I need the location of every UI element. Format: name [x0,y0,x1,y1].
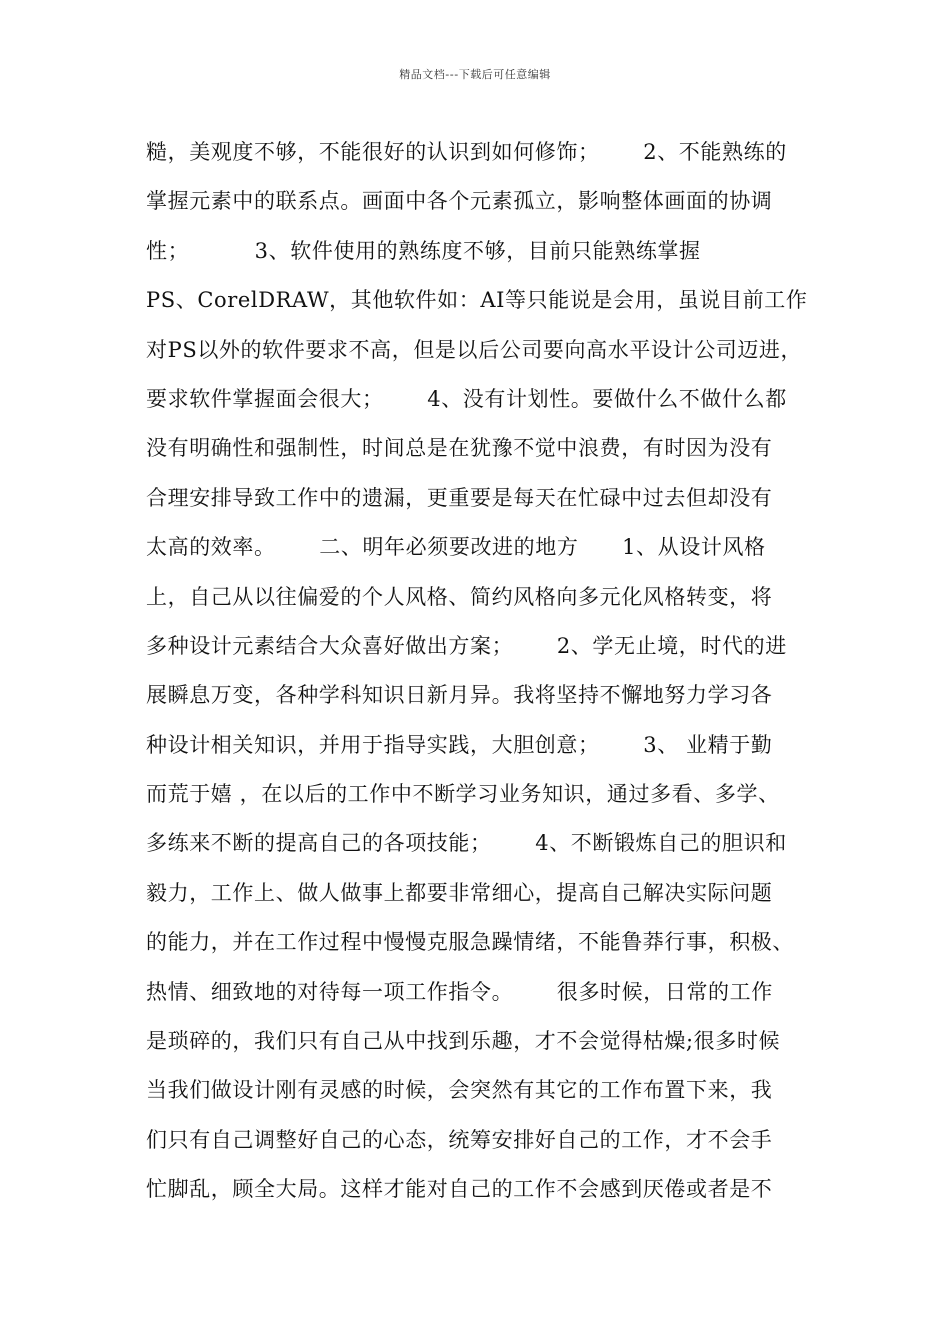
text-line: 多练来不断的提高自己的各项技能； 4、不断锻炼自己的胆识和 [146,831,787,856]
text-line: 掌握元素中的联系点。画面中各个元素孤立，影响整体画面的协调 [146,189,773,214]
page-header: 精品文档---下载后可任意编辑 [399,68,551,81]
text-line: 种设计相关知识，并用于指导实践，大胆创意； 3、 业精于勤 [146,732,773,757]
text-line: 多种设计元素结合大众喜好做出方案； 2、学无止境，时代的进 [146,633,787,658]
text-line: 展瞬息万变，各种学科知识日新月异。我将坚持不懈地努力学习各 [146,683,773,708]
text-line: 毅力，工作上、做人做事上都要非常细心，提高自己解决实际问题 [146,880,773,905]
text-line: 忙脚乱，顾全大局。这样才能对自己的工作不会感到厌倦或者是不 [146,1177,773,1202]
text-line: 对PS以外的软件要求不高，但是以后公司要向高水平设计公司迈进， [146,337,803,362]
text-line: 的能力，并在工作过程中慢慢克服急躁情绪，不能鲁莽行事，积极、 [146,930,794,955]
text-line: 合理安排导致工作中的遗漏，更重要是每天在忙碌中过去但却没有 [146,485,773,510]
text-line: 没有明确性和强制性，时间总是在犹豫不觉中浪费，有时因为没有 [146,436,773,461]
body-text [146,134,826,1221]
text-line: 当我们做设计刚有灵感的时候，会突然有其它的工作布置下来，我 [146,1078,773,1103]
text-line: 性； 3、软件使用的熟练度不够，目前只能熟练掌握 [146,238,701,263]
text-line: 上，自己从以往偏爱的个人风格、简约风格向多元化风格转变，将 [146,584,773,609]
text-line: 是琐碎的，我们只有自己从中找到乐趣，才不会觉得枯燥;很多时候 [146,1029,781,1054]
text-line: PS、CorelDRAW，其他软件如：AI等只能说是会用，虽说目前工作 [146,288,808,313]
text-line: 而荒于嬉 ，在以后的工作中不断学习业务知识，通过多看、多学、 [146,782,780,807]
text-line: 热情、细致地的对待每一项工作指令。 很多时候，日常的工作 [146,979,773,1004]
text-line: 太高的效率。 二、明年必须要改进的地方 1、从设计风格 [146,535,766,560]
text-line: 们只有自己调整好自己的心态，统筹安排好自己的工作，才不会手 [146,1127,773,1152]
text-line: 要求软件掌握面会很大； 4、没有计划性。要做什么不做什么都 [146,386,787,411]
text-line: 糙，美观度不够，不能很好的认识到如何修饰； 2、不能熟练的 [146,140,787,164]
